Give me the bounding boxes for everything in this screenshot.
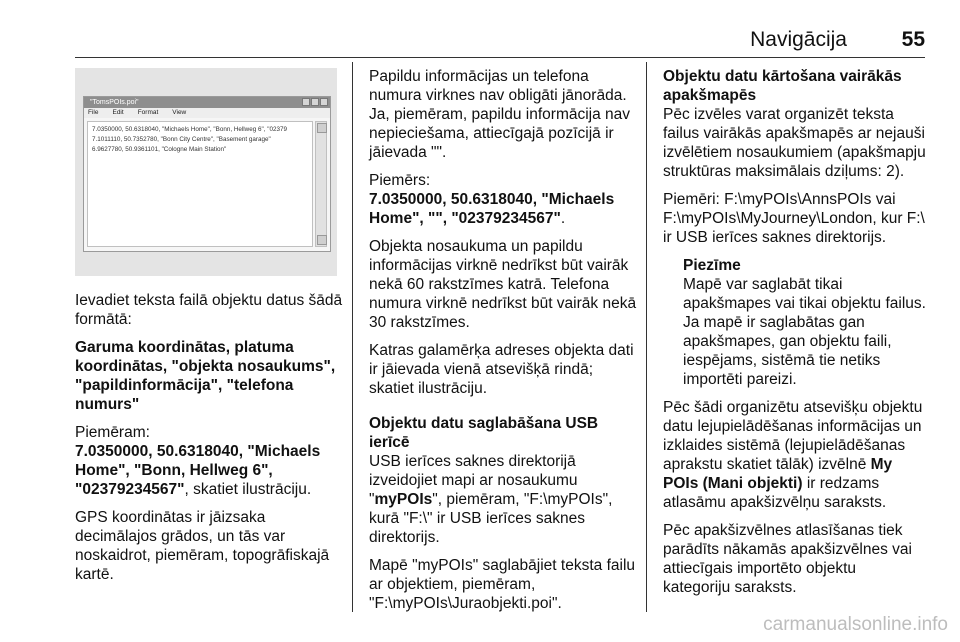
maximize-icon: [311, 98, 319, 106]
file-line: 7.1011110, 50.7352780, "Bonn City Centre", "Basement garage": [92, 136, 271, 143]
minimize-icon: [302, 98, 310, 106]
menu-format: Format: [137, 109, 159, 116]
page-header: [75, 28, 925, 54]
file-line: 7.0350000, 50.6318040, "Michaels Home", "Bonn, Hellweg 6", "02379: [92, 126, 287, 133]
my-pois-text: Pēc šādi organizētu atsevišķu objektu datu lejupielādēšanas informācijas un izklaides sistēmā (lejupielādēšanas aprakstu skatiet tālāk) izvēlnē My POIs (Mani objekti) ir redzams atlasāmu apakšizvēlņu saraksts.: [663, 399, 923, 511]
example-paragraph-2: Piemērs: 7.0350000, 50.6318040, "Michaels Home", "", "02379234567".: [369, 172, 615, 227]
usb-folder-text: USB ierīces saknes direktorijā izveidojiet mapi ar nosaukumu "myPOIs", piemēram, "F:\myPOIs", kurā "F:\" ir USB ierīces saknes direktorijs.: [369, 453, 613, 546]
scroll-down-icon: [317, 235, 327, 245]
example-value: 7.0350000, 50.6318040, "Michaels Home", "Bonn, Hellweg 6", "02379234567": [75, 443, 321, 498]
gps-text: GPS koordinātas ir jāizsaka decimālajos grādos, un tās var noskaidrot, piemēram, topogrāfiskajā kartē.: [75, 509, 330, 583]
close-icon: [320, 98, 328, 106]
window-menubar: [84, 108, 330, 118]
file-content: [87, 121, 313, 247]
column-1: [75, 291, 347, 593]
note-text: Mapē var saglabāt tikai apakšmapes vai tikai objektu failus. Ja mapē ir saglabātas gan apakšmapes, gan objektu faili, iespējams, sistēmā tie netiks importēti pareizi.: [683, 276, 926, 388]
page-title: Navigācija: [750, 28, 847, 51]
submenu-text: Pēc apakšizvēlnes atlasīšanas tiek parādīts nākamās apakšizvēlnes vai attiecīgais importēto objektu kategoriju saraksts.: [663, 522, 912, 596]
optional-fields-text: Papildu informācijas un telefona numura virknes nav obligāti jānorāda. Ja, piemēram, papildu informācija nav nepieciešama, attiecīgajā pozīcijā ir jāievada "".: [369, 68, 631, 161]
subfolders-text: Pēc izvēles varat organizēt teksta failus vairākās apakšmapēs ar nejauši izvēlētiem nosaukumiem (apakšmapju struktūras maksimālais dziļums: 2).: [663, 106, 926, 180]
subfolders-section: [663, 67, 927, 105]
example-paragraph: Piemēram: 7.0350000, 50.6318040, "Michaels Home", "Bonn, Hellweg 6", "02379234567", skatiet ilustrāciju.: [75, 424, 321, 498]
one-line-text: Katras galamērķa adreses objekta dati ir jāievada vienā atsevišķā rindā; skatiet ilustrāciju.: [369, 342, 634, 397]
note-heading: Piezīme: [683, 257, 741, 274]
usb-section: [369, 414, 637, 452]
format-spec: Garuma koordinātas, platuma koordinātas, "objekta nosaukums", "papildinformācija", "telefona numurs": [75, 339, 336, 413]
column-divider-2: [646, 62, 647, 612]
page-number: 55: [901, 28, 925, 51]
examples-text: Piemēri: F:\myPOIs\AnnsPOIs vai F:\myPOIs\MyJourney\London, kur F:\ ir USB ierīces saknes direktorijs.: [663, 191, 925, 246]
column-divider-1: [352, 62, 353, 612]
scroll-up-icon: [317, 123, 327, 133]
file-line: 6.9627780, 50.9361101, "Cologne Main Station": [92, 146, 227, 153]
usb-save-text: Mapē "myPOIs" saglabājiet teksta failu ar objektiem, piemēram, "F:\myPOIs\Juraobjekti.poi".: [369, 557, 636, 612]
column-2: [369, 67, 637, 622]
length-limits-text: Objekta nosaukuma un papildu informācijas virknē nedrīkst būt vairāk nekā 60 rakstzīmes katrā. Telefona numura virknē nedrīkst būt vairāk nekā 30 rakstzīmes.: [369, 238, 637, 331]
example-value: 7.0350000, 50.6318040, "Michaels Home", "", "02379234567": [369, 191, 615, 227]
subfolders-heading: Objektu datu kārtošana vairākās apakšmapēs: [663, 68, 902, 104]
window-titlebar: [84, 97, 330, 108]
example-label: Piemēram:: [75, 424, 150, 441]
note-box: [683, 256, 927, 389]
menu-view: View: [172, 109, 187, 116]
menu-edit: Edit: [112, 109, 124, 116]
example-label: Piemērs:: [369, 172, 431, 189]
illustration-screenshot: [75, 68, 337, 276]
window-title: "TomsPOIs.poi": [90, 99, 139, 106]
usb-heading: Objektu datu saglabāšana USB ierīcē: [369, 415, 599, 451]
watermark: carmanualsonline.info: [763, 614, 948, 635]
column-3: [663, 67, 927, 606]
header-rule: [75, 57, 925, 58]
scrollbar: [315, 121, 327, 247]
menu-file: File: [88, 109, 99, 116]
intro-text: Ievadiet teksta failā objektu datus šādā formātā:: [75, 292, 343, 328]
text-editor-window: [83, 96, 331, 252]
